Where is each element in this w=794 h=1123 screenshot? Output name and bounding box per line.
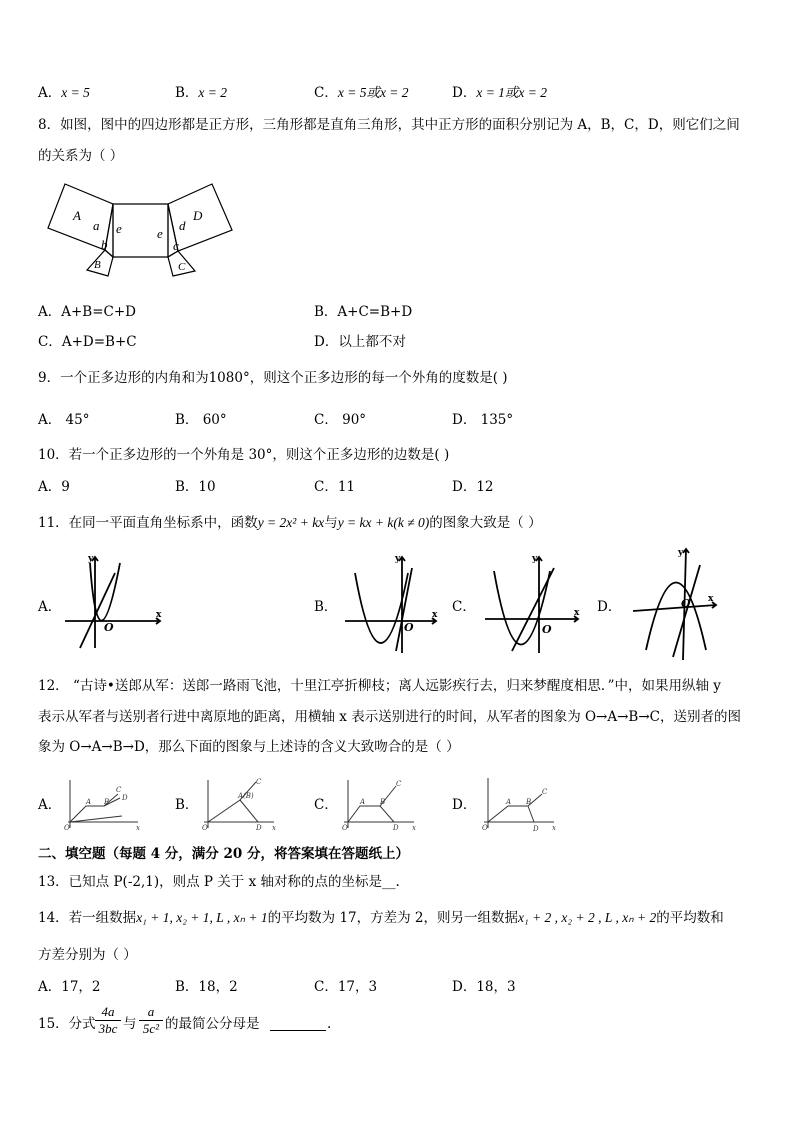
q7-option-c: C．x = 5或x = 2 — [314, 85, 409, 101]
axis-y: y — [532, 554, 538, 564]
svg-text:B: B — [380, 798, 386, 806]
svg-text:D: D — [122, 794, 128, 802]
svg-text:x: x — [412, 824, 416, 832]
q10-option-d: D．12 — [452, 479, 494, 495]
q15-suffix: 的最简公分母是 — [165, 1016, 260, 1032]
q8-question-line1: 8．如图，图中的四边形都是正方形，三角形都是直角三角形，其中正方形的面积分别记为 A，B，C，D，则它们之间 — [38, 117, 740, 133]
q8-option-d: D．以上都不对 — [314, 334, 406, 350]
svg-text:A: A — [506, 798, 512, 806]
svg-text:x: x — [272, 824, 276, 832]
q11-graph-a — [60, 553, 165, 653]
label-B: B — [94, 259, 101, 271]
q8-squares-figure — [45, 178, 245, 278]
svg-text:A: A — [360, 798, 366, 806]
label-D: D — [193, 208, 203, 223]
axis-x: x — [708, 594, 714, 604]
q12-question-line1: 12． “古诗•送郎从军：送郎一路雨飞池，十里江亭折柳枝；离人远影疾行去，归来梦醒度相思．”中，如果用纵轴 y — [38, 678, 721, 694]
q9-option-b: B． 60° — [175, 412, 227, 428]
origin: O — [681, 597, 691, 610]
q11-option-c-label: C． — [452, 599, 476, 615]
svg-text:D: D — [256, 824, 262, 832]
q10-option-a: A．9 — [38, 479, 70, 495]
svg-text:C: C — [396, 780, 402, 788]
axis-x: x — [574, 608, 580, 618]
label-b: b — [101, 237, 108, 252]
q12-graph-a — [62, 776, 142, 832]
q12-option-d-label: D． — [452, 797, 477, 813]
q14-question-line2: 方差分别为（ ） — [38, 947, 137, 963]
svg-text:C: C — [542, 788, 548, 796]
q14-option-c: C．17，3 — [314, 979, 378, 995]
q12-graph-b — [198, 776, 278, 832]
q11-question: 11．在同一平面直角坐标系中，函数y = 2x² + kx与y = kx + k(k ≠ 0)的图象大致是（ ） — [38, 515, 542, 531]
origin: O — [404, 621, 414, 634]
svg-text:O: O — [342, 824, 348, 832]
svg-text:A(B): A(B) — [238, 792, 254, 800]
svg-text:O: O — [482, 824, 488, 832]
origin: O — [104, 621, 114, 634]
origin: O — [542, 623, 552, 636]
q11-option-d-label: D． — [597, 599, 622, 615]
label-e-right: e — [157, 226, 163, 241]
axis-y: y — [88, 554, 94, 564]
q15-prefix: 15．分式 — [38, 1016, 96, 1032]
label-d: d — [179, 218, 186, 233]
axis-y: y — [678, 548, 684, 558]
q10-option-b: B．10 — [175, 479, 216, 495]
q10-option-c: C．11 — [314, 479, 356, 495]
label-A: A — [73, 208, 81, 223]
q12-question-line2: 表示从军者与送别者行进中离原地的距离，用横轴 x 表示送别进行的时间，从军者的图象为 O→A→B→C，送别者的图 — [38, 709, 741, 725]
axis-x: x — [432, 610, 438, 620]
q13-question: 13．已知点 P(-2,1)，则点 P 关于 x 轴对称的点的坐标是__. — [38, 874, 400, 890]
q8-question-line2: 的关系为（ ） — [38, 148, 124, 164]
q12-question-line3: 象为 O→A→B→D，那么下面的图象与上述诗的含义大致吻合的是（ ） — [38, 739, 460, 755]
label-C: C — [178, 261, 186, 273]
svg-text:B: B — [526, 798, 532, 806]
svg-text:D: D — [533, 825, 539, 833]
q14-option-b: B．18，2 — [175, 979, 238, 995]
q12-option-a-label: A． — [38, 797, 62, 813]
q14-option-a: A．17，2 — [38, 979, 101, 995]
q11-option-b-label: B． — [314, 599, 338, 615]
q9-question: 9．一个正多边形的内角和为1080°，则这个正多边形的每一个外角的度数是( ) — [38, 370, 508, 386]
svg-text:D: D — [393, 824, 399, 832]
q12-graph-c — [338, 776, 418, 832]
q8-option-c: C．A+D=B+C — [38, 334, 137, 350]
q15-mid: 与 — [123, 1016, 137, 1032]
svg-text:A: A — [86, 798, 92, 806]
q11-graph-b — [340, 553, 440, 658]
q8-option-a: A．A+B=C+D — [38, 304, 137, 320]
axis-y: y — [395, 554, 401, 564]
q11-option-a-label: A． — [38, 599, 62, 615]
label-e-left: e — [116, 221, 122, 236]
svg-text:C: C — [256, 778, 262, 786]
q14-question-line1: 14．若一组数据x₁ + 1, x₂ + 1, L , xₙ + 1的平均数为 17，方差为 2，则另一组数据x₁ + 2 , x₂ + 2 , L , xₙ + 2的平均数和 — [38, 910, 724, 926]
q8-option-b: B．A+C=B+D — [314, 304, 413, 320]
q7-option-a: A．x = 5 — [38, 85, 90, 101]
q15-end: . — [327, 1016, 332, 1032]
q15-fraction-2: a 5c² — [139, 1004, 163, 1037]
svg-text:x: x — [136, 824, 140, 832]
q10-question: 10．若一个正多边形的一个外角是 30°，则这个正多边形的边数是( ) — [38, 447, 450, 463]
q7-option-d: D．x = 1或x = 2 — [452, 85, 548, 101]
q7-option-b: B．x = 2 — [175, 85, 228, 101]
q11-graph-c — [482, 553, 582, 658]
svg-text:x: x — [552, 824, 556, 832]
svg-text:O: O — [64, 824, 70, 832]
label-c: c — [173, 238, 179, 253]
label-a: a — [93, 218, 100, 233]
axis-x: x — [156, 610, 162, 620]
section-2-heading: 二、填空题（每题 4 分，满分 20 分，将答案填在答题纸上） — [38, 846, 409, 862]
q15-answer-blank[interactable] — [270, 1030, 326, 1031]
q12-option-b-label: B． — [175, 797, 199, 813]
q15-fraction-1: 4a 3bc — [95, 1004, 121, 1037]
svg-text:O: O — [202, 824, 208, 832]
q9-option-a: A． 45° — [38, 412, 90, 428]
q12-option-c-label: C． — [314, 797, 338, 813]
svg-text:B: B — [104, 798, 110, 806]
q11-graph-d — [628, 545, 728, 665]
q14-option-d: D．18，3 — [452, 979, 516, 995]
q12-graph-d — [478, 774, 558, 834]
q9-option-d: D． 135° — [452, 412, 514, 428]
q9-option-c: C． 90° — [314, 412, 367, 428]
svg-text:C: C — [116, 786, 122, 794]
